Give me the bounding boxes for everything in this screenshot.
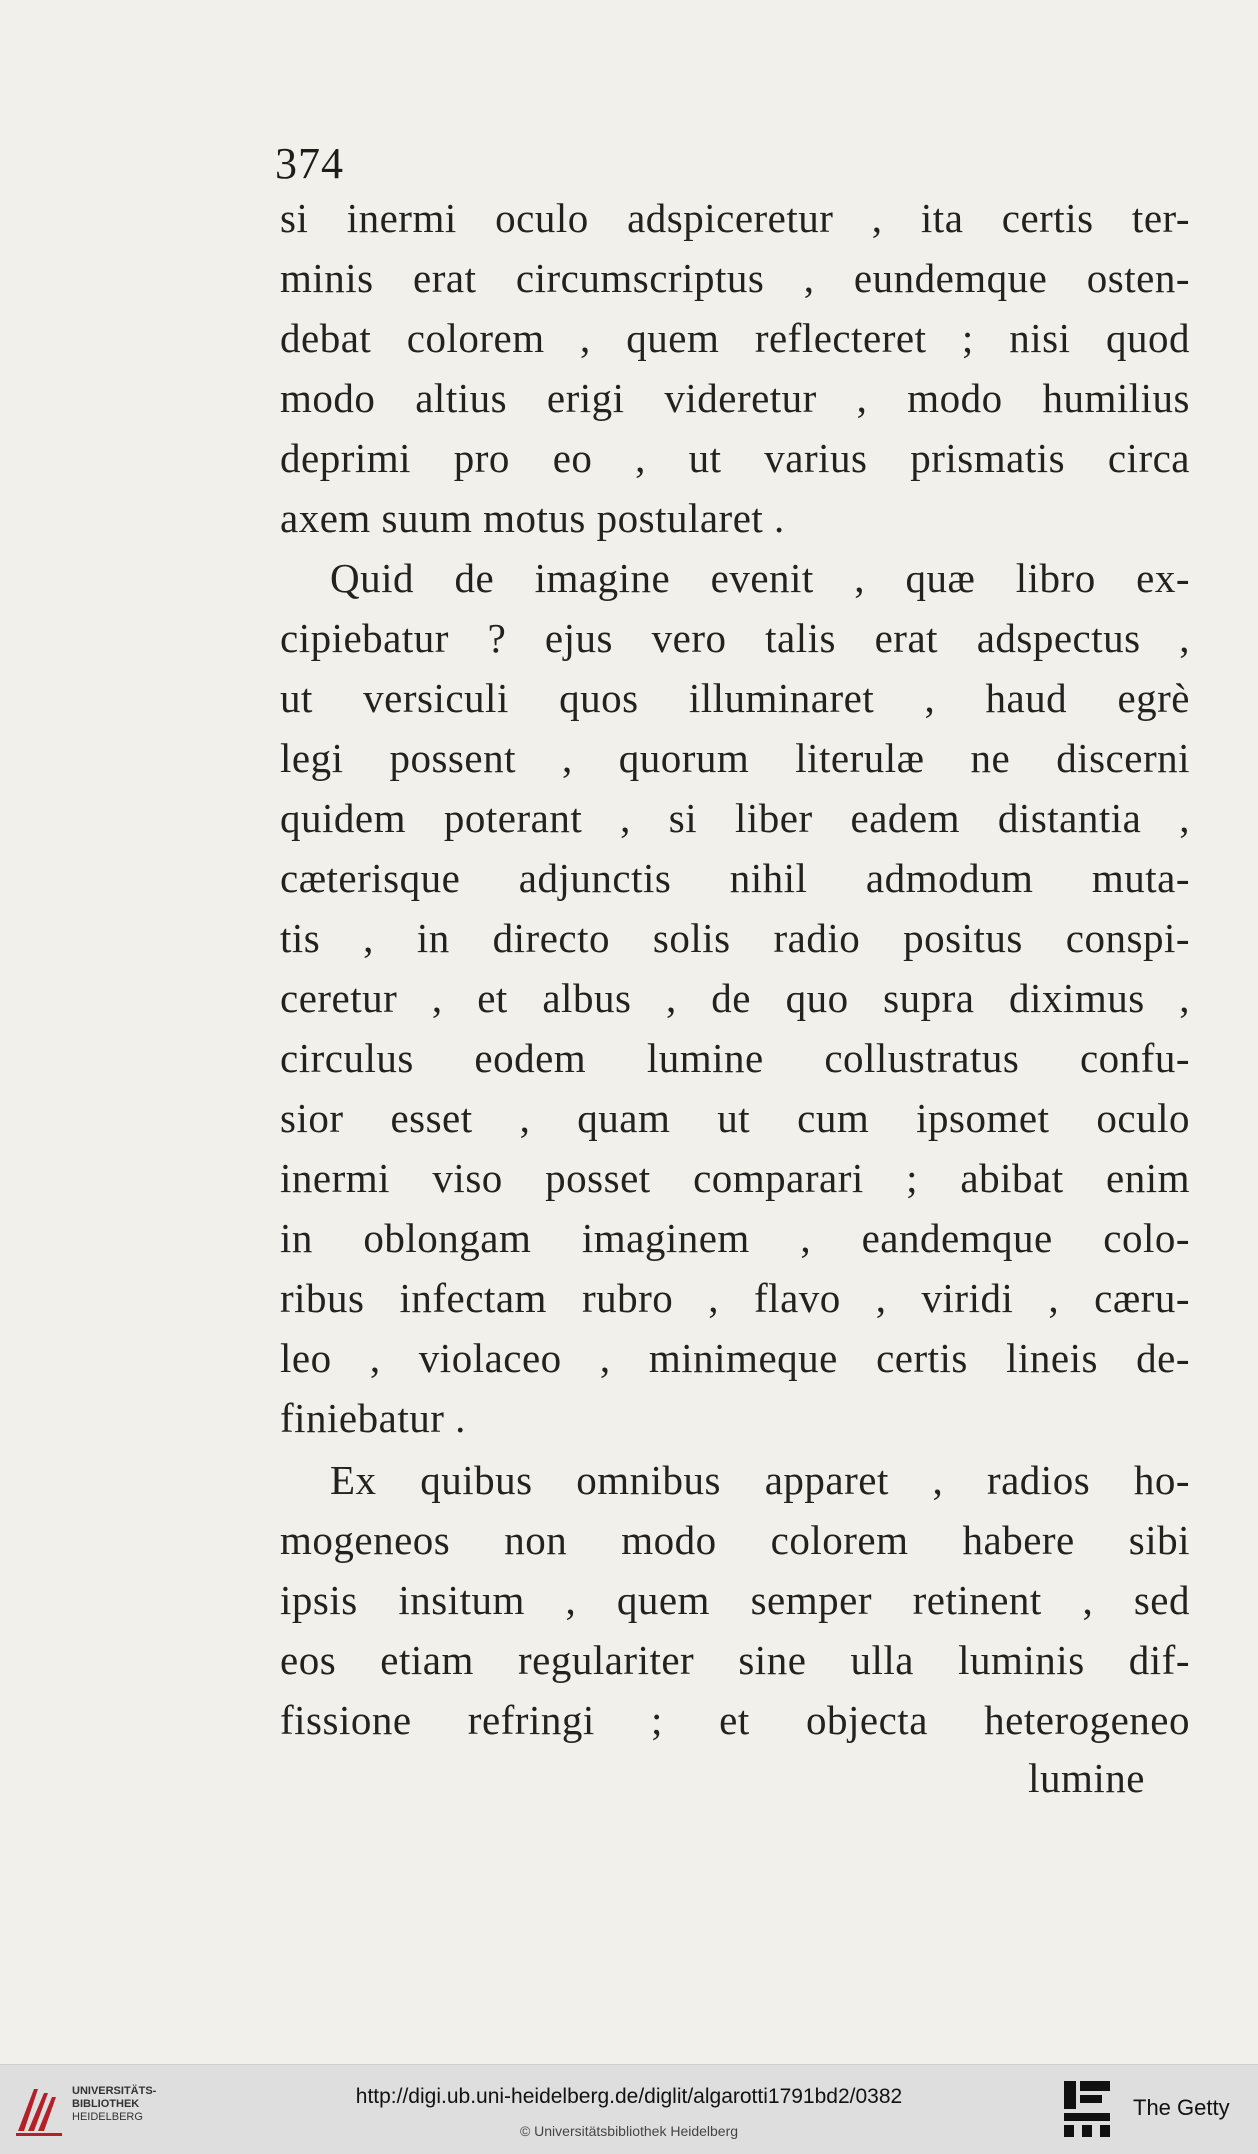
text-line: leo , violaceo , minimeque certis lineis de- — [280, 1335, 1190, 1381]
text-line: finiebatur . — [280, 1395, 466, 1441]
institution-line: BIBLIOTHEK — [72, 2098, 140, 2110]
institution-line: UNIVERSITÄTS- — [72, 2085, 157, 2097]
text-line: mogeneos non modo colorem habere sibi — [280, 1517, 1190, 1563]
permalink-url[interactable]: http://digi.ub.uni-heidelberg.de/diglit/algarotti1791bd2/0382 — [355, 2085, 903, 2108]
catchword: lumine — [1028, 1755, 1145, 1801]
partner-name: The Getty — [1133, 2095, 1230, 2120]
text-line: quidem poterant , si liber eadem distantia , — [280, 795, 1190, 841]
text-line: si inermi oculo adspiceretur , ita certis ter- — [280, 195, 1190, 241]
text-line: legi possent , quorum literulæ ne discerni — [280, 735, 1190, 781]
text-line: in oblongam imaginem , eandemque colo- — [280, 1215, 1190, 1261]
text-line: fissione refringi ; et objecta heterogeneo — [280, 1697, 1190, 1743]
institution-line: HEIDELBERG — [72, 2111, 143, 2123]
text-line: ipsis insitum , quem semper retinent , sed — [280, 1577, 1190, 1623]
text-line: minis erat circumscriptus , eundemque osten- — [280, 255, 1190, 301]
text-line: tis , in directo solis radio positus conspi- — [280, 915, 1190, 961]
text-line: inermi viso posset comparari ; abibat enim — [280, 1155, 1190, 1201]
text-line: ut versiculi quos illuminaret , haud egrè — [280, 675, 1190, 721]
page-number: 374 — [275, 139, 344, 188]
text-line: deprimi pro eo , ut varius prismatis circa — [280, 435, 1190, 481]
text-line: sior esset , quam ut cum ipsomet oculo — [280, 1095, 1190, 1141]
text-line: eos etiam regulariter sine ulla luminis dif- — [280, 1637, 1190, 1683]
copyright-notice: © Universitätsbibliothek Heidelberg — [519, 2123, 739, 2139]
text-line: cipiebatur ? ejus vero talis erat adspectus , — [280, 615, 1190, 661]
text-line: modo altius erigi videretur , modo humilius — [280, 375, 1190, 421]
footer-bar — [0, 2064, 1258, 2154]
text-line: Quid de imagine evenit , quæ libro ex- — [330, 555, 1190, 601]
text-line: circulus eodem lumine collustratus confu- — [280, 1035, 1190, 1081]
text-line: Ex quibus omnibus apparet , radios ho- — [330, 1457, 1190, 1503]
getty-logo-icon — [1060, 2079, 1116, 2139]
text-line: ceretur , et albus , de quo supra diximus , — [280, 975, 1190, 1021]
text-line: debat colorem , quem reflecteret ; nisi quod — [280, 315, 1190, 361]
text-line: ribus infectam rubro , flavo , viridi , cæru- — [280, 1275, 1190, 1321]
text-line: cæterisque adjunctis nihil admodum muta- — [280, 855, 1190, 901]
text-line: axem suum motus postularet . — [280, 495, 785, 541]
